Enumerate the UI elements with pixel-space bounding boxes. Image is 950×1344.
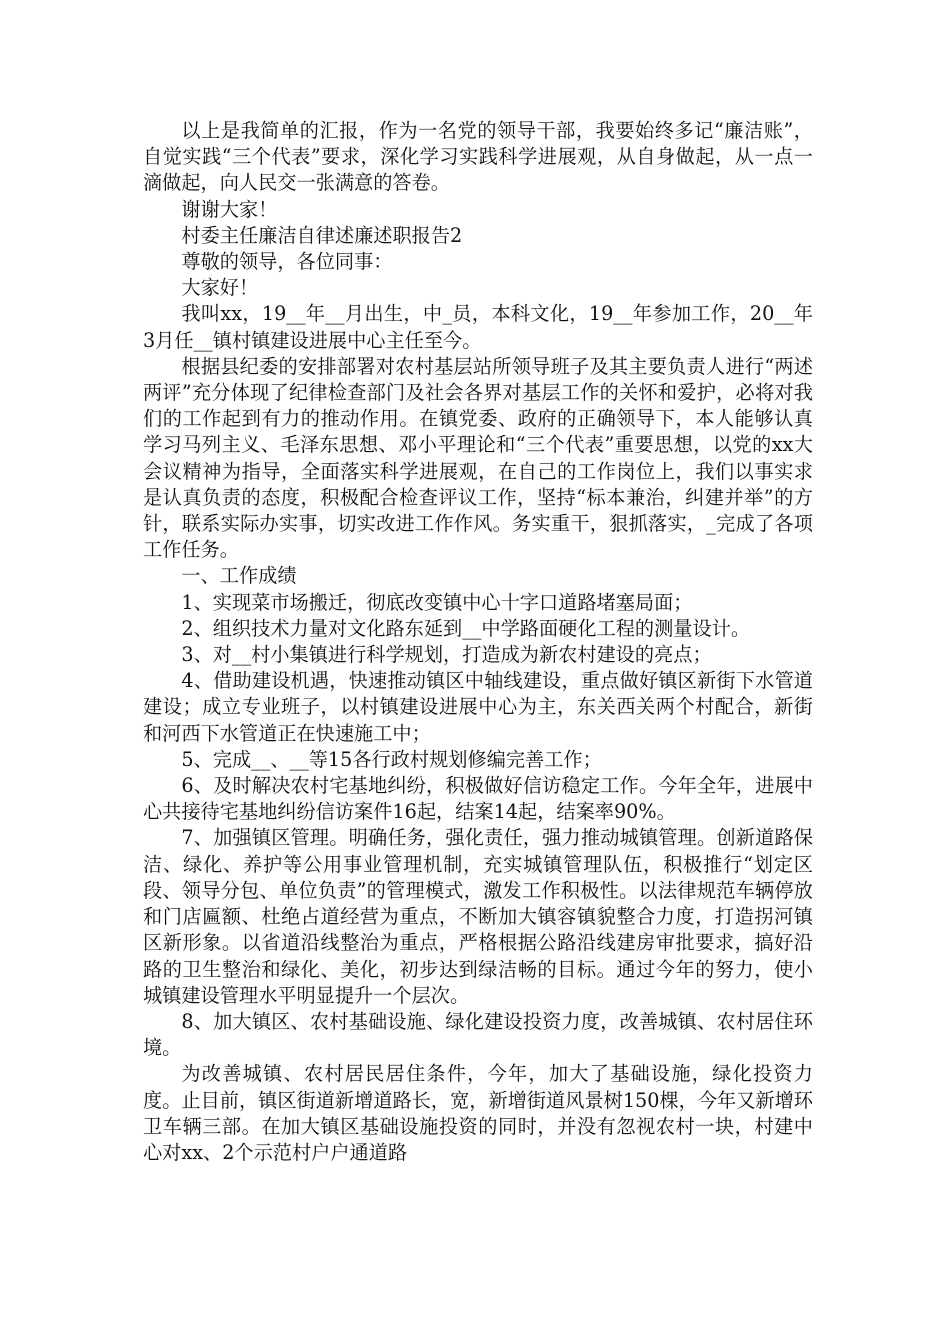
section-heading-achievements: 一、工作成绩 — [181, 564, 297, 588]
document-page — [143, 118, 813, 1166]
greeting-line: 大家好！ — [181, 276, 259, 300]
infrastructure-paragraph: 为改善城镇、农村居民居住条件，今年，加大了基础设施，绿化投资力度。止目前，镇区街道新增道路长，宽，新增街道风景树150棵，今年又新增环卫车辆三部。在加大镇区基础设施投资的同时，并没有忽视农村一块，村建中心对xx、2个示范村户户通道路 — [143, 1062, 813, 1164]
achievement-item-8: 8、加大镇区、农村基础设施、绿化建设投资力度，改善城镇、农村居住环境。 — [143, 1009, 813, 1060]
achievement-item-3: 3、对__村小集镇进行科学规划，打造成为新农村建设的亮点； — [181, 643, 712, 667]
achievement-item-1: 1、实现菜市场搬迁，彻底改变镇中心十字口道路堵塞局面； — [181, 590, 693, 614]
report-title: 村委主任廉洁自律述廉述职报告2 — [181, 223, 463, 247]
achievement-item-2: 2、组织技术力量对文化路东延到__中学路面硬化工程的测量设计。 — [181, 616, 751, 640]
background-paragraph: 根据县纪委的安排部署对农村基层站所领导班子及其主要负责人进行“两述两评”充分体现了纪律检查部门及社会各界对基层工作的关怀和爱护，必将对我们的工作起到有力的推动作用。在镇党委、政府的正确领导下，本人能够认真学习马列主义、毛泽东思想、邓小平理论和“三个代表”重要思想，以党的xx大会议精神为指导，全面落实科学进展观，在自己的工作岗位上，我们以事实求是认真负责的态度，积极配合检查评议工作，坚持“标本兼治，纠建并举”的方针，联系实际办实事，切实改进工作作风。务实重干，狠抓落实，_完成了各项工作任务。 — [143, 354, 813, 562]
achievement-item-7: 7、加强镇区管理。明确任务，强化责任，强力推动城镇管理。创新道路保洁、绿化、养护等公用事业管理机制，充实城镇管理队伍，积极推行“划定区段、领导分包、单位负责”的管理模式，激发工作积极性。以法律规范车辆停放和门店匾额、杜绝占道经营为重点，不断加大镇容镇貌整合力度，打造拐河镇区新形象。以省道沿线整治为重点，严格根据公路沿线建房审批要求，搞好沿路的卫生整治和绿化、美化，初步达到绿洁畅的目标。通过今年的努力，使小城镇建设管理水平明显提升一个层次。 — [143, 826, 813, 1007]
closing-summary-paragraph: 以上是我简单的汇报，作为一名党的领导干部，我要始终多记“廉洁账”，自觉实践“三个代表”要求，深化学习实践科学进展观，从自身做起，从一点一滴做起，向人民交一张满意的答卷。 — [143, 119, 813, 195]
achievement-item-4: 4、借助建设机遇，快速推动镇区中轴线建设，重点做好镇区新街下水管道建设；成立专业班子，以村镇建设进展中心为主，东关西关两个村配合，新街和河西下水管道正在快速施工中； — [143, 669, 813, 745]
achievement-item-5: 5、完成__、__等15各行政村规划修编完善工作； — [181, 747, 602, 771]
thanks-line: 谢谢大家！ — [181, 197, 278, 221]
salutation-line: 尊敬的领导，各位同事： — [181, 250, 393, 274]
achievement-item-6: 6、及时解决农村宅基地纠纷，积极做好信访稳定工作。今年全年，进展中心共接待宅基地纠纷信访案件16起，结案14起，结案率90%。 — [143, 774, 813, 824]
self-introduction-paragraph: 我叫xx，19__年__月出生，中_员，本科文化，19__年参加工作，20__年3月任__镇村镇建设进展中心主任至今。 — [143, 302, 813, 352]
